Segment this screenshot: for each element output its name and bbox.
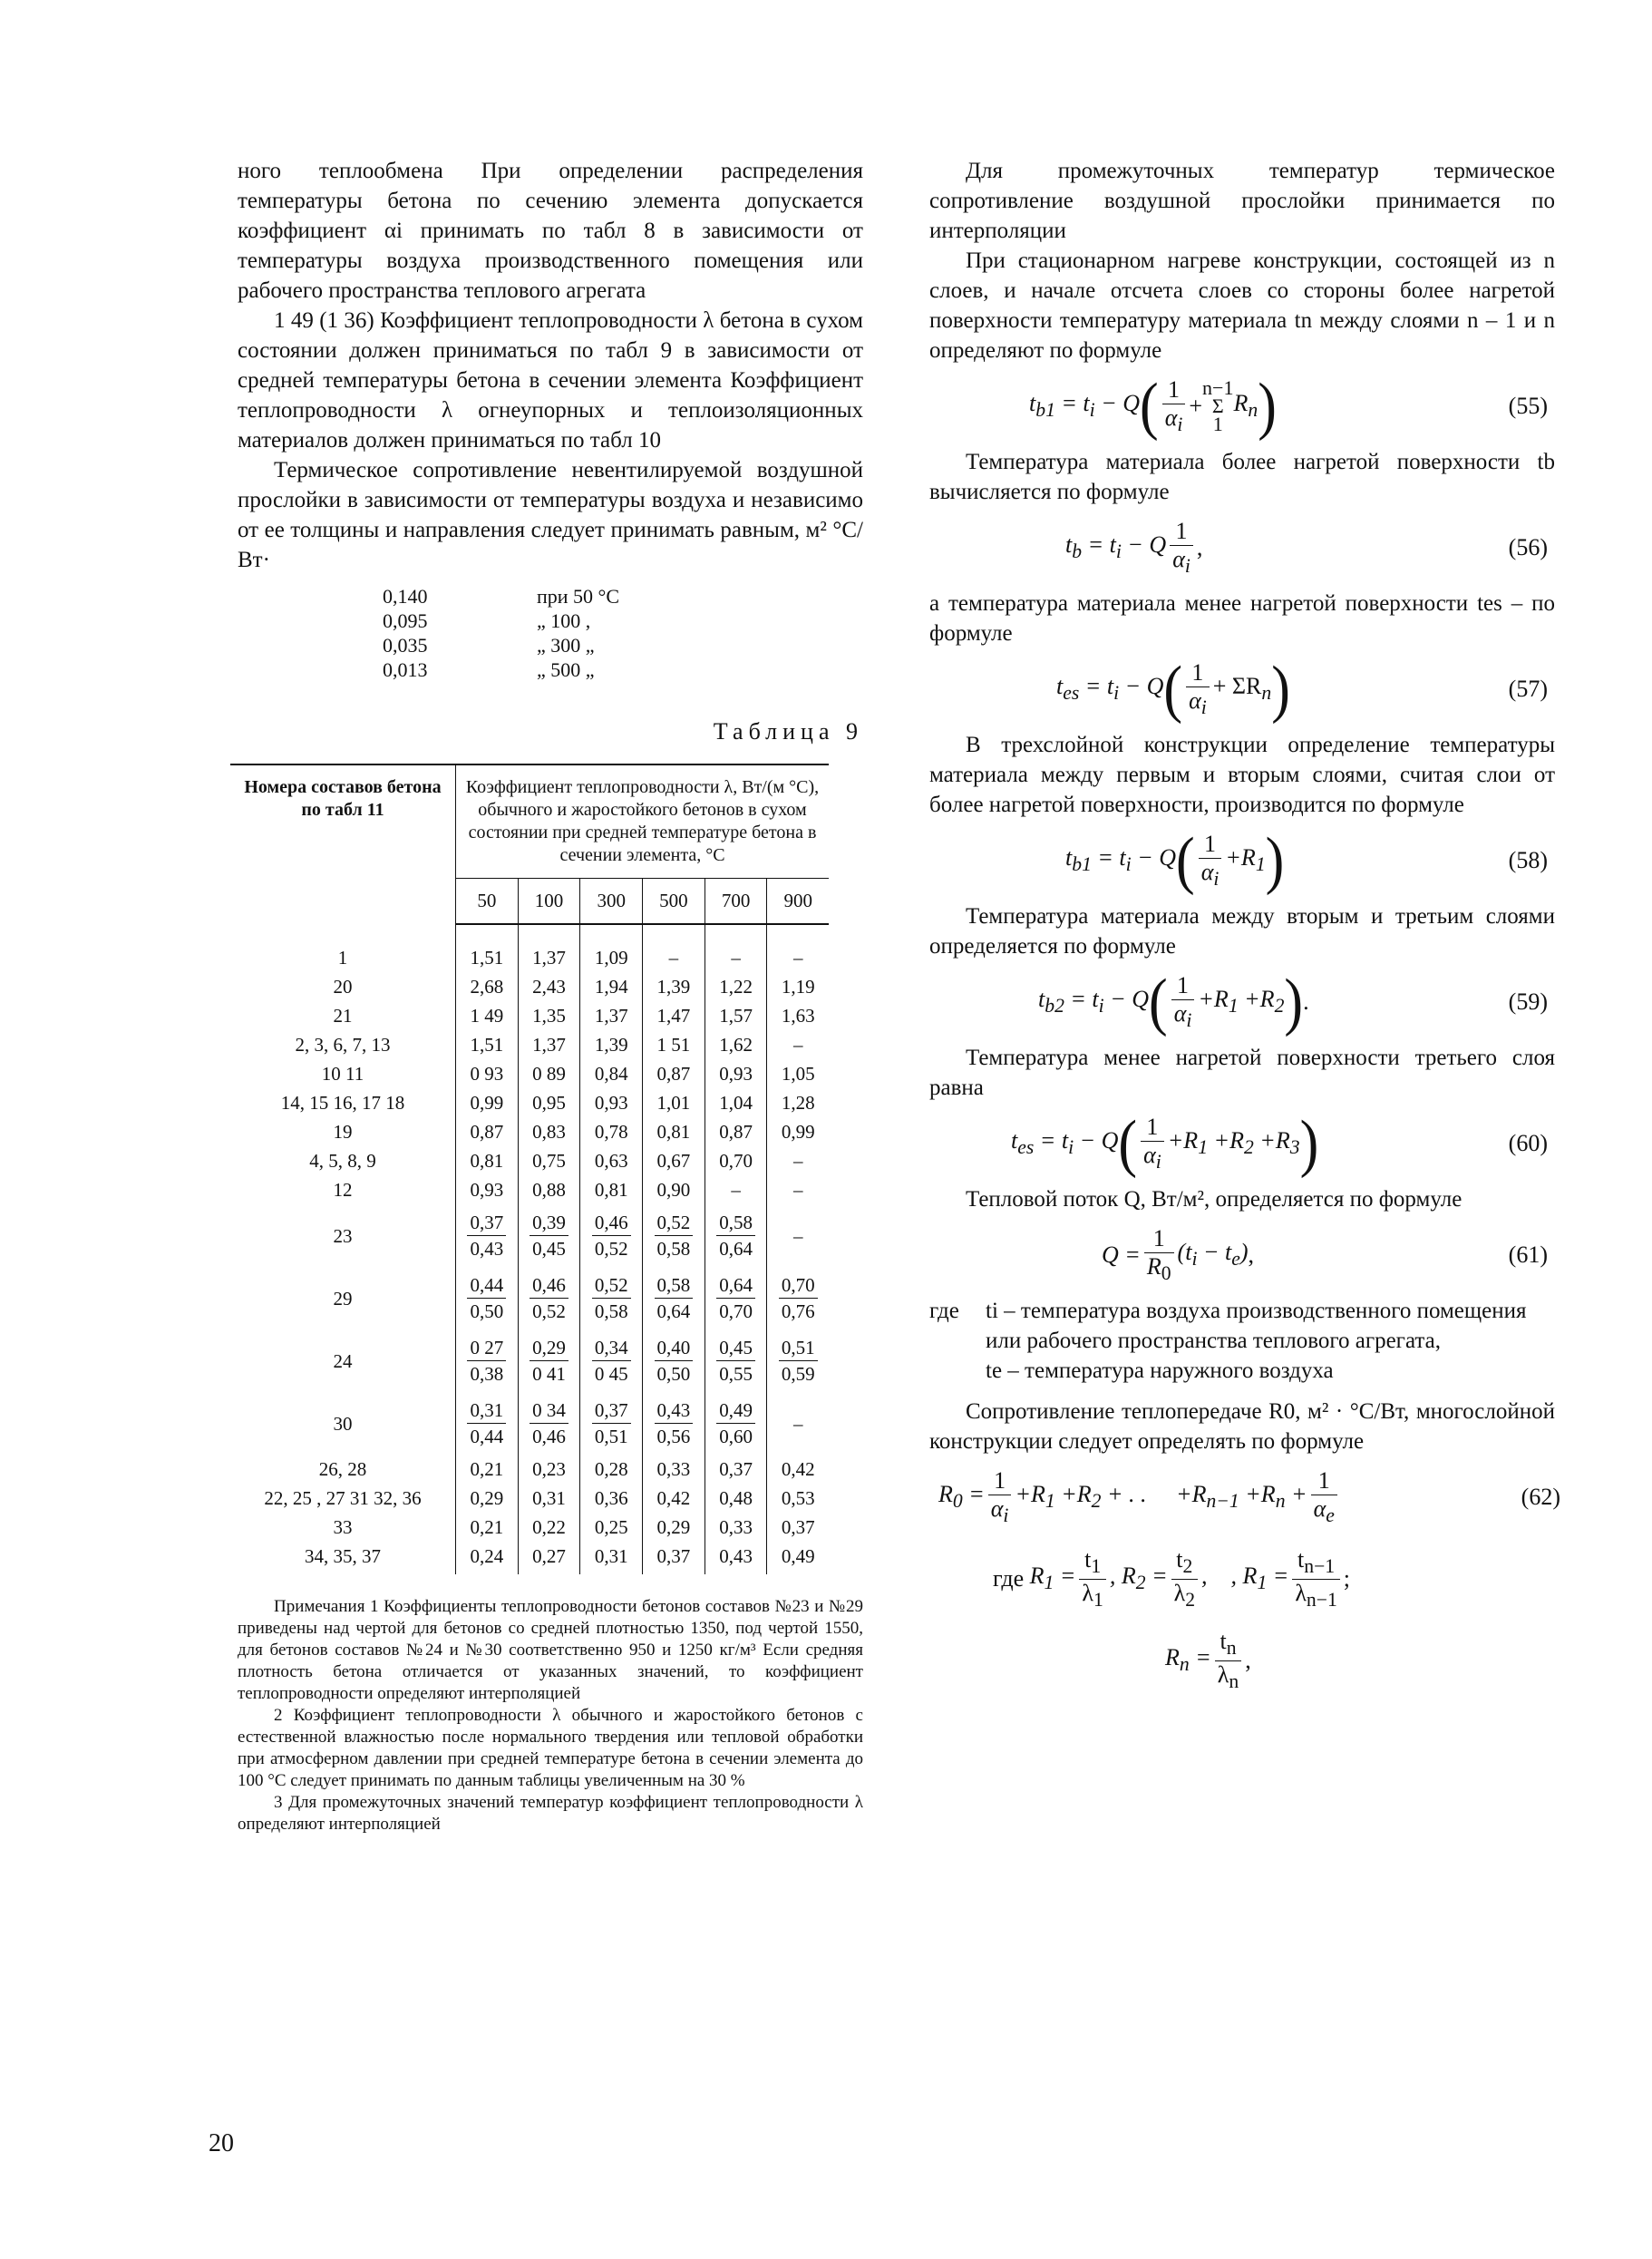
value-above-line: 0,43	[655, 1397, 694, 1424]
equation-number: (59)	[1508, 988, 1548, 1015]
value-cell: 0,70	[705, 1146, 767, 1175]
paragraph: Тепловой поток Q, Вт/м², определяется по формуле	[966, 1187, 1463, 1212]
value-above-line: 0,37	[592, 1397, 631, 1424]
value-below-line: 0,58	[656, 1238, 691, 1260]
value-below-line: 0,55	[719, 1363, 753, 1385]
value-cell: 1,37	[518, 924, 580, 972]
value-cell	[580, 1329, 643, 1392]
resistance-value: 0,013	[383, 658, 428, 681]
value-cell	[705, 1329, 767, 1392]
conductivity-table	[230, 764, 829, 1574]
equation-number: (57)	[1508, 676, 1548, 702]
value-cell	[518, 1267, 580, 1329]
density-fraction	[716, 1335, 755, 1387]
value-cell: 0,67	[643, 1146, 705, 1175]
value-cell: 0,37	[767, 1513, 829, 1542]
value-cell: –	[767, 924, 829, 972]
value-below-line: 0,51	[594, 1426, 628, 1447]
value-cell: 0,84	[580, 1059, 643, 1088]
resistance-value: 0,035	[383, 634, 428, 657]
resistance-value: 0,095	[383, 609, 428, 632]
paragraph: а температура материала менее нагретой поверхности tes – по формуле	[929, 591, 1555, 646]
resistance-value: 0,140	[383, 585, 428, 608]
value-cell: 0,25	[580, 1513, 643, 1542]
value-cell: 0,22	[518, 1513, 580, 1542]
formula-62: $R_0$ = $\frac{1}{\alpha_i}$ $+R_1 +R_2$ + . . $+R_{n-1} +R_n$ + $\frac{1}{\alpha_e}$ (62)	[929, 1456, 1555, 1538]
value-below-line: 0,60	[719, 1426, 753, 1447]
value-cell	[643, 1204, 705, 1267]
value-cell: 0,37	[643, 1542, 705, 1574]
value-cell: 1,05	[767, 1059, 829, 1088]
density-fraction	[716, 1397, 755, 1449]
table-row	[230, 1329, 829, 1392]
list-item	[383, 657, 863, 682]
value-cell: 0,24	[456, 1542, 519, 1574]
value-cell: 0,29	[456, 1484, 519, 1513]
density-fraction	[592, 1397, 631, 1449]
mix-number-cell: 24	[230, 1329, 456, 1392]
mix-number-cell: 2, 3, 6, 7, 13	[230, 1030, 456, 1059]
left-column	[238, 156, 863, 1835]
value-cell	[456, 1392, 519, 1455]
formula-55: $t_{b1} = t_i - Q$ ( $\frac{1}{\alpha_i}$ + n−1 Σ 1 $R_n$ ) (55)	[929, 365, 1555, 447]
value-cell: 1,51	[456, 924, 519, 972]
temperature-column-header: 50	[456, 879, 519, 925]
density-fraction	[779, 1272, 818, 1324]
density-fraction	[655, 1397, 694, 1449]
where-label: где	[929, 1299, 959, 1323]
formula-61: Q = $\frac{1}{R_0}$ $(t_i - t_e)$ , (61)	[929, 1214, 1555, 1296]
value-cell: 0,78	[580, 1117, 643, 1146]
value-cell: 1,57	[705, 1001, 767, 1030]
value-below-line: 0,46	[532, 1426, 566, 1447]
value-below-line: 0,76	[781, 1300, 815, 1322]
mix-number-cell: 10 11	[230, 1059, 456, 1088]
table-row	[230, 1392, 829, 1455]
value-cell: 1,28	[767, 1088, 829, 1117]
value-cell	[643, 1392, 705, 1455]
paragraph: Для промежуточных температур термическое сопротивление воздушной прослойки принимается по интерполяции	[929, 159, 1555, 243]
value-cell: 0,49	[767, 1542, 829, 1574]
table-row	[230, 972, 829, 1001]
air-gap-resistance-list	[383, 584, 863, 682]
paragraph: В трехслойной конструкции определение температуры материала между первым и вторым слоями, считая слои от более нагретой поверхности, производится по формуле	[929, 733, 1555, 817]
dash-value: –	[792, 1412, 803, 1435]
value-above-line: 0 27	[467, 1335, 506, 1361]
value-cell	[643, 1267, 705, 1329]
paragraph: При стационарном нагреве конструкции, состоящей из n слоев, и начале отсчета слоев со стороны более нагретой поверхности температуру материала tn между слоями n – 1 и n определяют по формуле	[929, 248, 1555, 363]
value-cell: 1,35	[518, 1001, 580, 1030]
value-above-line: 0,45	[716, 1335, 755, 1361]
value-cell	[518, 1204, 580, 1267]
value-cell: 1 49	[456, 1001, 519, 1030]
value-cell	[767, 1204, 829, 1267]
temperature-column-header: 300	[580, 879, 643, 925]
value-cell: 0 93	[456, 1059, 519, 1088]
temperature-column-header: 700	[705, 879, 767, 925]
definition	[929, 1356, 1555, 1386]
temperature-column-header: 900	[767, 879, 829, 925]
density-fraction	[467, 1272, 506, 1324]
value-cell: 0,93	[580, 1088, 643, 1117]
value-cell: 0,90	[643, 1175, 705, 1204]
equation-number: (56)	[1508, 534, 1548, 560]
paragraph: ного теплообмена При определении распределения температуры бетона по сечению элемента допускается коэффициент αi принимать по табл 8 в зависимости от температуры воздуха производственного помещения или рабочего пространства теплового агрегата	[238, 159, 863, 303]
paragraph: Термическое сопротивление невентилируемой воздушной прослойки в зависимости от температуры воздуха и независимо от ее толщины и направления следует принимать равным, м² °С/Вт·	[238, 458, 863, 572]
mix-number-cell: 21	[230, 1001, 456, 1030]
value-cell: –	[643, 924, 705, 972]
value-cell	[705, 1267, 767, 1329]
value-cell: 0,31	[518, 1484, 580, 1513]
density-fraction	[655, 1210, 694, 1261]
table-row	[230, 1175, 829, 1204]
formula-57: $t_{es} = t_i - Q$ ( $\frac{1}{\alpha_i}$ + $\Sigma R_n$ ) (57)	[929, 648, 1555, 730]
value-above-line: 0,46	[592, 1210, 631, 1236]
table-row	[230, 1088, 829, 1117]
density-fraction	[530, 1272, 568, 1324]
mix-number-cell: 29	[230, 1267, 456, 1329]
value-above-line: 0,70	[779, 1272, 818, 1299]
value-below-line: 0,50	[470, 1300, 504, 1322]
value-cell: 1,47	[643, 1001, 705, 1030]
table-row	[230, 1204, 829, 1267]
value-above-line: 0,49	[716, 1397, 755, 1424]
value-cell: 1,94	[580, 972, 643, 1001]
value-cell: 1,39	[580, 1030, 643, 1059]
value-cell: 0,48	[705, 1484, 767, 1513]
table-row	[230, 1030, 829, 1059]
value-cell: 0,99	[456, 1088, 519, 1117]
value-above-line: 0 34	[530, 1397, 568, 1424]
temperature-condition: „ 100 ,	[537, 609, 591, 632]
temperature-condition: при 50 °С	[537, 585, 620, 608]
value-cell: 0,63	[580, 1146, 643, 1175]
value-cell	[456, 1204, 519, 1267]
value-cell: 0,37	[705, 1455, 767, 1484]
note: 2 Коэффициент теплопроводности λ обычного и жаростойкого бетонов с естественной влажностью после нормального твердения или тепловой обработки при атмосферном давлении при средней температуре бетона в сечении элемента до 100 °С следует принимать по данным таблицы увеличенным на 30 %	[238, 1706, 863, 1790]
paragraph: Сопротивление теплопередаче R0, м² · °С/Вт, многослойной конструкции следует определять по формуле	[929, 1399, 1555, 1454]
value-above-line: 0,44	[467, 1272, 506, 1299]
value-cell: 1,62	[705, 1030, 767, 1059]
density-fraction	[467, 1210, 506, 1261]
value-cell	[518, 1329, 580, 1392]
density-fraction	[530, 1397, 568, 1449]
formula-62-where: где $R_1$ = $\frac{t_1}{\lambda_1}$ , $R_2$ = $\frac{t_2}{\lambda_2}$ , , $R_1$ = $\frac{t_{n-1}}{\lambda_{n-1}}$ ;	[993, 1546, 1351, 1611]
value-cell: 0,81	[643, 1117, 705, 1146]
value-above-line: 0,52	[592, 1272, 631, 1299]
temperature-condition: „ 500 „	[537, 658, 595, 681]
density-fraction	[779, 1335, 818, 1387]
value-cell: 1,51	[456, 1030, 519, 1059]
definition-text: ti – температура воздуха производственного помещения или рабочего пространства теплового агрегата,	[986, 1299, 1527, 1353]
value-cell	[767, 1329, 829, 1392]
value-cell: 0,75	[518, 1146, 580, 1175]
formula-59: $t_{b2} = t_i - Q$ ( $\frac{1}{\alpha_i}$ $+R_1 +R_2$ ) . (59)	[929, 961, 1555, 1043]
value-cell: 0,87	[705, 1117, 767, 1146]
value-below-line: 0,50	[656, 1363, 691, 1385]
value-cell	[580, 1267, 643, 1329]
table-row	[230, 1059, 829, 1088]
value-below-line: 0,64	[656, 1300, 691, 1322]
value-below-line: 0,56	[656, 1426, 691, 1447]
table-header-conductivity: Коэффициент теплопроводности λ, Вт/(м °С), обычного и жаростойкого бетонов в сухом состоянии при средней температуре бетона в сечении элемента, °С	[456, 764, 830, 879]
formula-rn: $R_n$ = $\frac{t_n}{\lambda_n}$ ,	[1165, 1628, 1251, 1692]
value-cell: 0,81	[580, 1175, 643, 1204]
value-cell: 0,28	[580, 1455, 643, 1484]
value-above-line: 0,34	[592, 1335, 631, 1361]
mix-number-cell: 19	[230, 1117, 456, 1146]
table-row	[230, 1001, 829, 1030]
value-below-line: 0,43	[470, 1238, 504, 1260]
value-cell: 1,39	[643, 972, 705, 1001]
value-cell: 1,22	[705, 972, 767, 1001]
value-below-line: 0 45	[594, 1363, 628, 1385]
value-cell	[580, 1204, 643, 1267]
temperature-column-header: 100	[518, 879, 580, 925]
value-cell: –	[705, 924, 767, 972]
value-cell: 1,09	[580, 924, 643, 972]
value-cell: 0,27	[518, 1542, 580, 1574]
definition	[929, 1296, 1555, 1356]
value-cell: 1,19	[767, 972, 829, 1001]
value-cell: 0,21	[456, 1455, 519, 1484]
table-title: Таблица 9	[713, 718, 863, 745]
formula-60: $t_{es} = t_i - Q$ ( $\frac{1}{\alpha_i}$ $+R_1 +R_2 +R_3$ ) (60)	[929, 1103, 1555, 1184]
value-cell: –	[767, 1030, 829, 1059]
mix-number-cell: 34, 35, 37	[230, 1542, 456, 1574]
value-cell: 0,93	[456, 1175, 519, 1204]
table-header-mix-numbers: Номера составов бетона по табл 11	[230, 764, 456, 924]
value-cell: 0,33	[643, 1455, 705, 1484]
value-cell: 0,43	[705, 1542, 767, 1574]
equation-number: (58)	[1508, 847, 1548, 873]
value-below-line: 0 41	[532, 1363, 566, 1385]
density-fraction	[655, 1335, 694, 1387]
value-cell: 0,87	[643, 1059, 705, 1088]
temperature-column-header: 500	[643, 879, 705, 925]
value-cell: 1,37	[518, 1030, 580, 1059]
mix-number-cell: 1	[230, 924, 456, 972]
mix-number-cell: 30	[230, 1392, 456, 1455]
table-row	[230, 1455, 829, 1484]
equation-number: (62)	[1521, 1484, 1560, 1510]
table-row	[230, 1146, 829, 1175]
table-row	[230, 1267, 829, 1329]
paragraph: Температура материала более нагретой поверхности tb вычисляется по формуле	[929, 450, 1555, 504]
value-above-line: 0,39	[530, 1210, 568, 1236]
value-cell: 0,36	[580, 1484, 643, 1513]
value-above-line: 0,37	[467, 1210, 506, 1236]
value-cell: 0,93	[705, 1059, 767, 1088]
density-fraction	[655, 1272, 694, 1324]
density-fraction	[716, 1272, 755, 1324]
value-cell: 2,68	[456, 972, 519, 1001]
list-item	[383, 609, 863, 633]
mix-number-cell: 20	[230, 972, 456, 1001]
value-below-line: 0,58	[594, 1300, 628, 1322]
value-above-line: 0,31	[467, 1397, 506, 1424]
value-below-line: 0,59	[781, 1363, 815, 1385]
dash-value: –	[792, 1224, 803, 1247]
value-cell	[705, 1392, 767, 1455]
value-cell: 0,42	[643, 1484, 705, 1513]
value-cell: 2,43	[518, 972, 580, 1001]
value-cell: 0 89	[518, 1059, 580, 1088]
note: 3 Для промежуточных значений температур коэффициент теплопроводности λ определяют интерполяцией	[238, 1793, 863, 1834]
value-above-line: 0,40	[655, 1335, 694, 1361]
mix-number-cell: 33	[230, 1513, 456, 1542]
list-item	[383, 633, 863, 657]
value-cell	[518, 1392, 580, 1455]
density-fraction	[592, 1335, 631, 1387]
value-cell: 0,83	[518, 1117, 580, 1146]
value-cell: 0,33	[705, 1513, 767, 1542]
value-cell: 0,23	[518, 1455, 580, 1484]
value-cell	[456, 1267, 519, 1329]
value-above-line: 0,58	[716, 1210, 755, 1236]
note: Примечания 1 Коэффициенты теплопроводности бетонов составов №23 и №29 приведены над чертой для бетонов со средней плотностью 1350, под чертой 1550, для бетонов составов №24 и №30 соответственно 950 и 1250 кг/м³ Если средняя плотность бетона отличается от указанных значений, то коэффициент теплопроводности определяют интерполяцией	[238, 1597, 863, 1703]
table-row	[230, 1117, 829, 1146]
mix-number-cell: 26, 28	[230, 1455, 456, 1484]
definition-text: te – температура наружного воздуха	[986, 1358, 1334, 1383]
value-cell: 0,31	[580, 1542, 643, 1574]
value-above-line: 0,52	[655, 1210, 694, 1236]
value-above-line: 0,58	[655, 1272, 694, 1299]
where-label: где	[993, 1565, 1025, 1592]
value-above-line: 0,29	[530, 1335, 568, 1361]
value-cell: 0,95	[518, 1088, 580, 1117]
value-cell: 1 51	[643, 1030, 705, 1059]
value-below-line: 0,44	[470, 1426, 504, 1447]
value-below-line: 0,52	[532, 1300, 566, 1322]
density-fraction	[530, 1210, 568, 1261]
right-column	[929, 156, 1560, 1701]
value-cell: 0,29	[643, 1513, 705, 1542]
value-above-line: 0,46	[530, 1272, 568, 1299]
value-cell: 1,04	[705, 1088, 767, 1117]
table-row	[230, 1542, 829, 1574]
equation-number: (61)	[1508, 1241, 1548, 1268]
density-fraction	[716, 1210, 755, 1261]
formula-56: $t_b = t_i - Q$ $\frac{1}{\alpha_i}$ , (56)	[929, 507, 1555, 589]
value-cell	[643, 1329, 705, 1392]
value-below-line: 0,45	[532, 1238, 566, 1260]
value-cell: –	[767, 1146, 829, 1175]
density-fraction	[530, 1335, 568, 1387]
value-cell	[580, 1392, 643, 1455]
value-below-line: 0,52	[594, 1238, 628, 1260]
value-cell: –	[705, 1175, 767, 1204]
density-fraction	[467, 1335, 506, 1387]
value-cell: 1,37	[580, 1001, 643, 1030]
density-fraction	[592, 1272, 631, 1324]
value-cell	[456, 1329, 519, 1392]
table-row	[230, 924, 829, 972]
value-below-line: 0,38	[470, 1363, 504, 1385]
value-cell	[767, 1392, 829, 1455]
mix-number-cell: 23	[230, 1204, 456, 1267]
temperature-condition: „ 300 „	[537, 634, 595, 657]
density-fraction	[592, 1210, 631, 1261]
value-below-line: 0,70	[719, 1300, 753, 1322]
mix-number-cell: 22, 25 , 27 31 32, 36	[230, 1484, 456, 1513]
paragraph: Температура менее нагретой поверхности третьего слоя равна	[929, 1046, 1555, 1100]
value-cell: 1,63	[767, 1001, 829, 1030]
table-row	[230, 1484, 829, 1513]
value-cell	[767, 1267, 829, 1329]
density-fraction	[467, 1397, 506, 1449]
value-cell: 0,53	[767, 1484, 829, 1513]
value-above-line: 0,64	[716, 1272, 755, 1299]
mix-number-cell: 4, 5, 8, 9	[230, 1146, 456, 1175]
value-above-line: 0,51	[779, 1335, 818, 1361]
value-cell	[705, 1204, 767, 1267]
table-row	[230, 1513, 829, 1542]
value-cell: 0,88	[518, 1175, 580, 1204]
equation-number: (60)	[1508, 1130, 1548, 1156]
value-cell: 0,81	[456, 1146, 519, 1175]
formula-58: $t_{b1} = t_i - Q$ ( $\frac{1}{\alpha_i}$ $+R_1$ ) (58)	[929, 820, 1555, 901]
value-cell: 1,01	[643, 1088, 705, 1117]
value-below-line: 0,64	[719, 1238, 753, 1260]
equation-number: (55)	[1508, 393, 1548, 419]
mix-number-cell: 14, 15 16, 17 18	[230, 1088, 456, 1117]
paragraph: Температура материала между вторым и третьим слоями определяется по формуле	[929, 904, 1555, 959]
value-cell: 0,42	[767, 1455, 829, 1484]
value-cell: 0,87	[456, 1117, 519, 1146]
list-item	[383, 584, 863, 609]
mix-number-cell: 12	[230, 1175, 456, 1204]
page-number: 20	[209, 2129, 234, 2157]
value-cell: 0,21	[456, 1513, 519, 1542]
paragraph: 1 49 (1 36) Коэффициент теплопроводности λ бетона в сухом состоянии должен приниматься по табл 9 в зависимости от средней температуры бетона в сечении элемента Коэффициент теплопроводности λ огнеупорных и теплоизоляционных материалов должен приниматься по табл 10	[238, 308, 863, 453]
value-cell: 0,99	[767, 1117, 829, 1146]
table-notes	[238, 1596, 863, 1835]
value-cell: –	[767, 1175, 829, 1204]
